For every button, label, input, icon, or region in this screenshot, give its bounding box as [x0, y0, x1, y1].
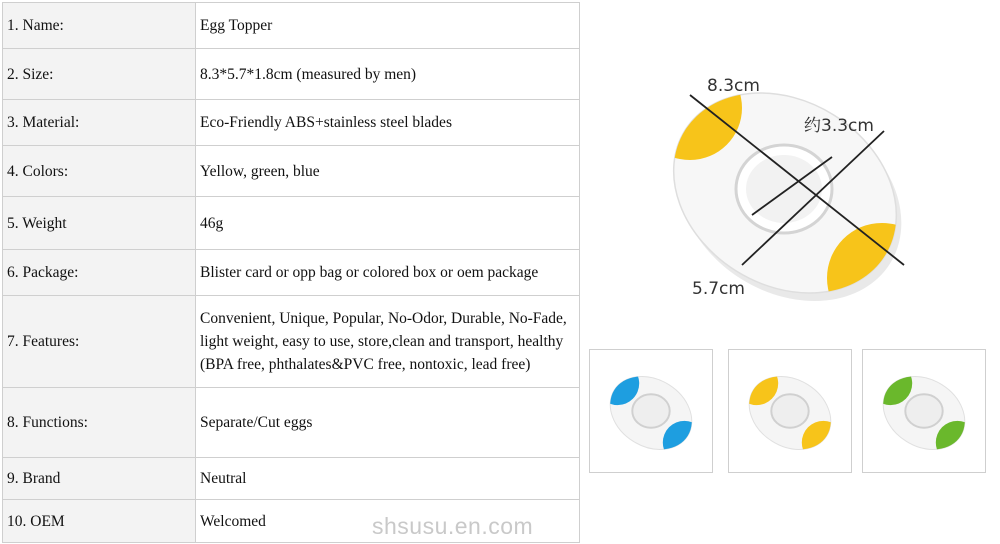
spec-label: 2. Size:	[3, 49, 196, 100]
spec-value: Welcomed	[196, 500, 580, 543]
egg-topper-illustration	[582, 3, 998, 338]
thumb-cap-bottom	[936, 421, 979, 464]
product-photo	[582, 3, 998, 338]
spec-label: 5. Weight	[3, 197, 196, 250]
table-row	[3, 197, 580, 250]
table-row	[3, 3, 580, 49]
table-row	[3, 250, 580, 296]
spec-value: 46g	[196, 197, 580, 250]
yellow-cap-top	[638, 56, 742, 160]
spec-label: 10. OEM	[3, 500, 196, 543]
watermark: shsusu.en.com	[372, 513, 534, 539]
dim-width: 5.7cm	[692, 279, 745, 299]
table-row	[3, 296, 580, 388]
spec-label: 8. Functions:	[3, 388, 196, 458]
table-row	[3, 146, 580, 197]
thumb-cap-top	[596, 362, 639, 405]
yellow-cap-bottom	[827, 223, 937, 333]
spec-value: 8.3*5.7*1.8cm (measured by men)	[196, 49, 580, 100]
thumb-cap-top	[869, 362, 912, 405]
spec-value: Yellow, green, blue	[196, 146, 580, 197]
table-row	[3, 100, 580, 146]
spec-value: Neutral	[196, 458, 580, 500]
spec-table	[2, 2, 580, 543]
spec-label: 9. Brand	[3, 458, 196, 500]
dim-height: 约3.3cm	[804, 116, 874, 136]
spec-value: Convenient, Unique, Popular, No-Odor, Durable, No-Fade, light weight, easy to use, store,clean and transport, healthy (BPA free, phthalates&PVC free, nontoxic, lead free)	[196, 296, 580, 388]
spec-value: Blister card or opp bag or colored box or oem package	[196, 250, 580, 296]
spec-label: 1. Name:	[3, 3, 196, 49]
thumbnail-green[interactable]	[862, 349, 986, 473]
ring-opening	[746, 155, 822, 223]
thumb-cap-bottom	[802, 421, 845, 464]
spec-label: 7. Features:	[3, 296, 196, 388]
thumb-cap-top	[735, 362, 778, 405]
table-row	[3, 388, 580, 458]
thumb-cap-bottom	[663, 421, 706, 464]
spec-value: Separate/Cut eggs	[196, 388, 580, 458]
spec-label: 4. Colors:	[3, 146, 196, 197]
table-row	[3, 49, 580, 100]
thumbnail-yellow[interactable]	[728, 349, 852, 473]
spec-label: 6. Package:	[3, 250, 196, 296]
dim-length: 8.3cm	[707, 76, 760, 96]
thumbnail-blue[interactable]	[589, 349, 713, 473]
spec-value: Egg Topper	[196, 3, 580, 49]
spec-label: 3. Material:	[3, 100, 196, 146]
table-row	[3, 458, 580, 500]
spec-value: Eco-Friendly ABS+stainless steel blades	[196, 100, 580, 146]
